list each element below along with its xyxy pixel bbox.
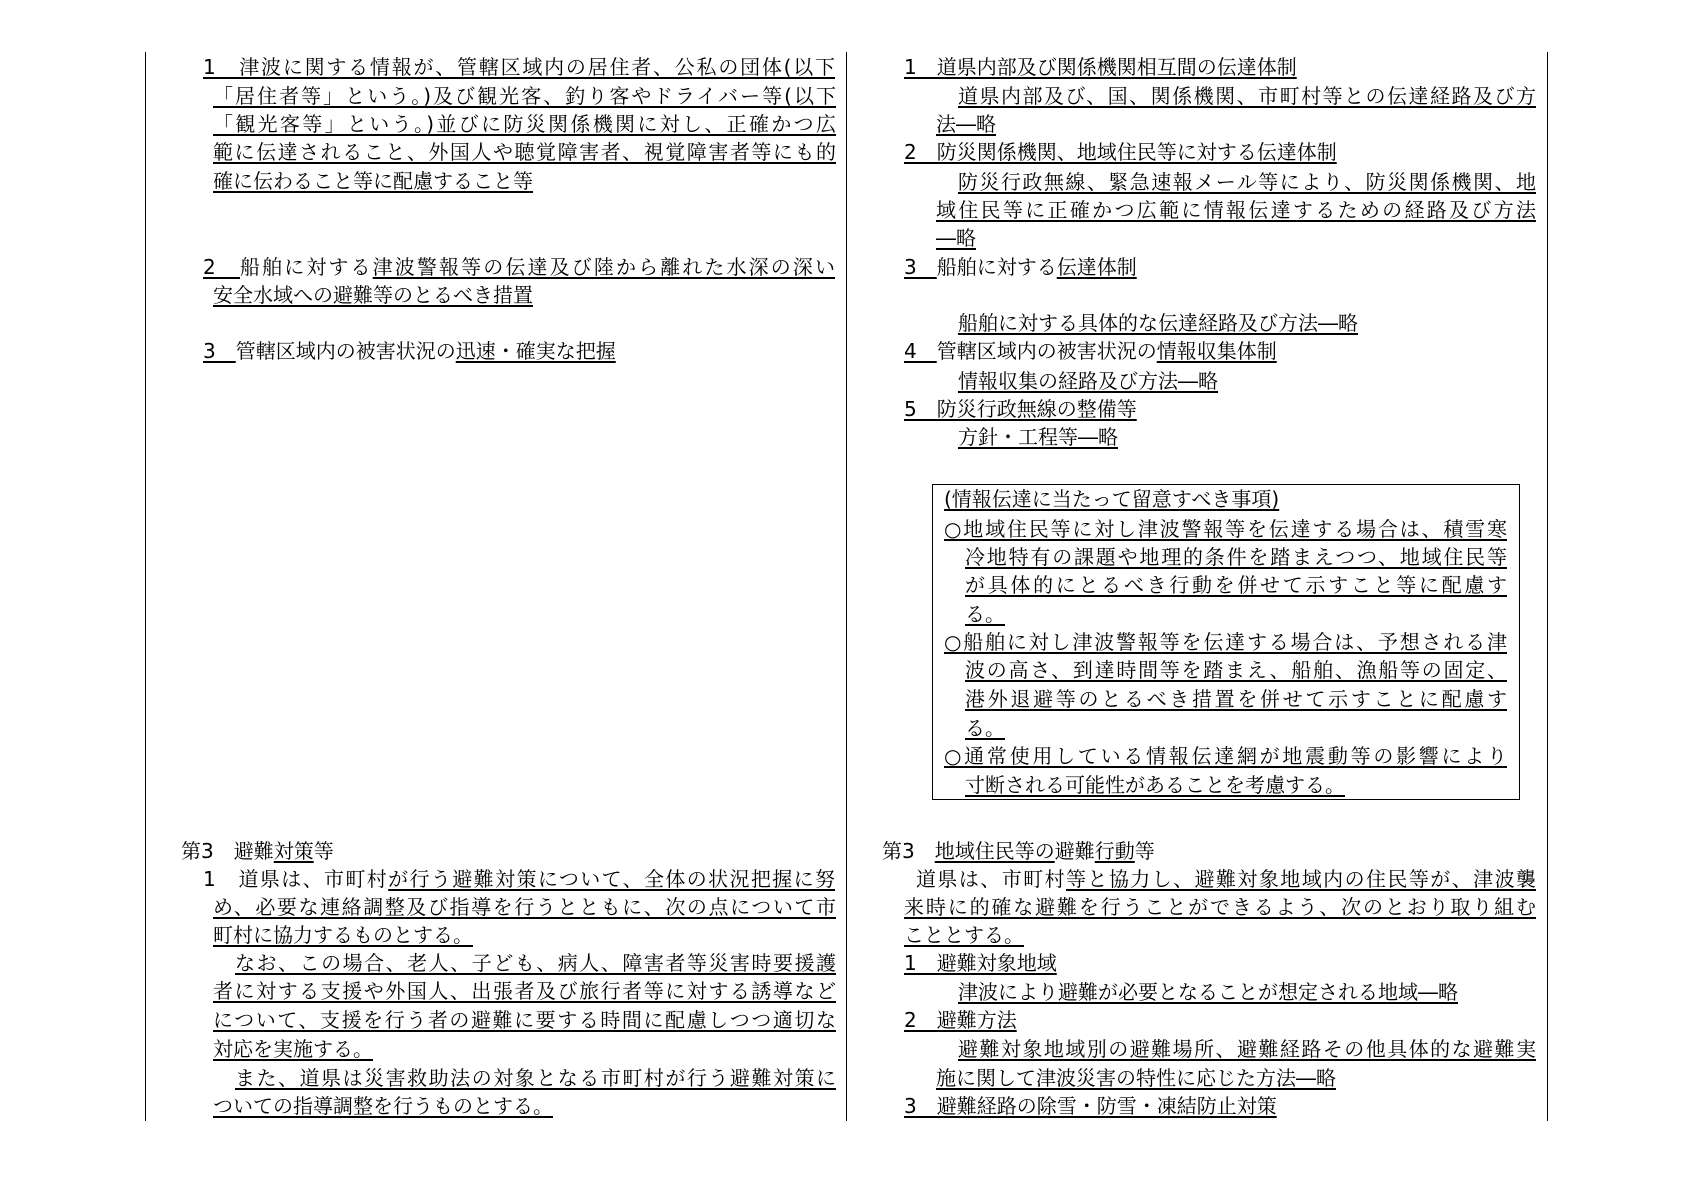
underlined-text: 範に伝達されること、外国人や聴覚障害者、視覚障害者等にも的 xyxy=(213,140,836,164)
notice-box-text-line xyxy=(944,629,1507,655)
underlined-text: 法―略 xyxy=(936,112,996,136)
left-column-border xyxy=(145,52,146,1121)
underlined-text: 域住民等に正確かつ広範に情報伝達するための経路及び方法 xyxy=(936,198,1536,222)
underlined-text: 方針・工程等―略 xyxy=(958,425,1118,449)
underlined-text: 2 xyxy=(203,255,240,279)
underlined-text: また、道県は災害救助法の対象となる市町村が行う避難対策に xyxy=(235,1066,836,1090)
notice-box-text-line xyxy=(965,657,1507,683)
underlined-text: 3 避難経路の除雪・防雪・凍結防止対策 xyxy=(904,1094,1277,1118)
underlined-text: 来時に的確な避難を行うことができるよう、次のとおり取り組む xyxy=(904,895,1536,919)
underlined-text: 迅速・確実な把握 xyxy=(455,339,616,363)
right-text-line xyxy=(958,424,1118,450)
underlined-text: 4 xyxy=(904,339,937,363)
right-text-line xyxy=(904,396,1137,422)
underlined-text: ○船舶に対し津波警報等を伝達する場合は、予想される津 xyxy=(944,630,1507,654)
notice-box-text-line xyxy=(944,486,1279,512)
right-text-line xyxy=(958,169,1536,195)
right-text-line xyxy=(904,139,1337,165)
text-segment: 船舶に対する xyxy=(239,255,373,279)
right-text-line xyxy=(904,254,1137,280)
underlined-text: 1 津波に関する情報が、管轄区域内の居住者、公私の団体(以下 xyxy=(203,55,835,79)
underlined-text: 施に関して津波災害の特性に応じた方法―略 xyxy=(936,1066,1336,1090)
right-column-border xyxy=(1547,52,1548,1121)
left-text-line xyxy=(213,1093,553,1119)
underlined-text: なお、この場合、老人、子ども、病人、障害者等災害時要援護 xyxy=(235,951,836,975)
underlined-text: 1 道県内部及び関係機関相互間の伝達体制 xyxy=(904,55,1297,79)
underlined-text: 道県内部及び、国、関係機関、市町村等との伝達経路及び方 xyxy=(958,84,1536,108)
center-column-divider xyxy=(846,52,847,1121)
notice-box-text-line xyxy=(965,715,1005,741)
underlined-text: ○地域住民等に対し津波警報等を伝達する場合は、積雪寒 xyxy=(944,517,1507,541)
text-segment: 道県は、市町村 xyxy=(916,867,1066,891)
underlined-text: 津波により避難が必要となることが想定される地域―略 xyxy=(958,980,1458,1004)
underlined-text: 1 避難対象地域 xyxy=(904,951,1057,975)
text-segment: 第3 避難 xyxy=(181,839,274,863)
underlined-text: 「観光客等」という。)並びに防災関係機関に対し、正確かつ広 xyxy=(213,112,836,136)
underlined-text: が行う避難対策について、全体の状況把握に努 xyxy=(388,867,836,891)
underlined-text: ―略 xyxy=(936,226,976,250)
underlined-text: 2 防災関係機関、地域住民等に対する伝達体制 xyxy=(904,140,1337,164)
right-text-line xyxy=(904,54,1297,80)
underlined-text: る。 xyxy=(965,602,1005,626)
left-text-line xyxy=(213,1036,373,1062)
right-text-line xyxy=(936,111,996,137)
right-text-line xyxy=(958,979,1458,1005)
notice-box-text-line xyxy=(965,544,1507,570)
notice-box-text-line xyxy=(965,772,1345,798)
right-text-line xyxy=(936,1065,1336,1091)
text-segment: 1 道県は、市町村 xyxy=(203,867,389,891)
notice-box-text-line xyxy=(965,572,1507,598)
underlined-text: 冷地特有の課題や地理的条件を踏まえつつ、地域住民等 xyxy=(965,545,1507,569)
underlined-text: 確に伝わること等に配慮すること等 xyxy=(213,169,533,193)
underlined-text: 情報収集体制 xyxy=(1156,339,1277,363)
underlined-text: ついての指導調整を行うものとする。 xyxy=(213,1094,553,1118)
right-text-line xyxy=(904,950,1057,976)
right-text-line xyxy=(936,225,976,251)
right-text-line xyxy=(904,1093,1277,1119)
underlined-text: 3 xyxy=(203,339,236,363)
underlined-text: 避難対象地域別の避難場所、避難経路その他具体的な避難実 xyxy=(958,1037,1536,1061)
underlined-text: 者に対する支援や外国人、出張者及び旅行者等に対する誘導など xyxy=(213,979,836,1003)
right-text-line xyxy=(916,866,1536,892)
underlined-text: 港外退避等のとるべき措置を併せて示すことに配慮す xyxy=(965,687,1507,711)
underlined-text: が具体的にとるべき行動を併せて示すこと等に配慮す xyxy=(965,573,1507,597)
underlined-text: 波の高さ、到達時間等を踏まえ、船舶、漁船等の固定、 xyxy=(965,658,1507,682)
notice-box-text-line xyxy=(965,601,1005,627)
text-segment: 管轄区域内の被害状況の xyxy=(235,339,456,363)
text-segment: 第3 xyxy=(882,839,935,863)
underlined-text: 寸断される可能性があることを考慮する。 xyxy=(965,773,1345,797)
left-text-line xyxy=(213,978,836,1004)
text-segment: 船舶に対する xyxy=(936,255,1057,279)
underlined-text: (情報伝達に当たって留意すべき事項) xyxy=(944,487,1280,511)
underlined-text: 2 避難方法 xyxy=(904,1008,1017,1032)
underlined-text: 対策 xyxy=(273,839,314,863)
right-text-line xyxy=(958,83,1536,109)
left-text-line xyxy=(235,950,836,976)
right-text-line xyxy=(958,1036,1536,1062)
underlined-text: る。 xyxy=(965,716,1005,740)
notice-box-text-line xyxy=(965,686,1507,712)
text-segment: 避難 xyxy=(1054,839,1095,863)
underlined-text: ○通常使用している情報伝達網が地震動等の影響により xyxy=(944,744,1507,768)
underlined-text: 等と協力し、避難対象地域内の住民等が、津波襲 xyxy=(1066,867,1536,891)
notice-box-text-line xyxy=(944,743,1507,769)
underlined-text: 防災行政無線、緊急速報メール等により、防災関係機関、地 xyxy=(958,170,1536,194)
left-text-line xyxy=(213,922,473,948)
left-text-line xyxy=(203,866,835,892)
underlined-text: 伝達体制 xyxy=(1056,255,1137,279)
text-segment: 等 xyxy=(1134,839,1155,863)
underlined-text: 3 xyxy=(904,255,937,279)
left-text-line xyxy=(213,894,836,920)
underlined-text: 5 防災行政無線の整備等 xyxy=(904,397,1137,421)
right-text-line xyxy=(904,1007,1017,1033)
left-text-line xyxy=(213,1007,836,1033)
underlined-text: 町村に協力するものとする。 xyxy=(213,923,473,947)
underlined-text: について、支援を行う者の避難に要する時間に配慮しつつ適切な xyxy=(213,1008,836,1032)
right-text-line xyxy=(904,922,1024,948)
left-text-line xyxy=(203,338,616,364)
notice-box-text-line xyxy=(944,516,1507,542)
right-text-line xyxy=(904,894,1536,920)
underlined-text: 行動 xyxy=(1094,839,1135,863)
underlined-text: 対応を実施する。 xyxy=(213,1037,373,1061)
left-text-line xyxy=(213,168,533,194)
underlined-text: 情報収集の経路及び方法―略 xyxy=(958,369,1218,393)
left-text-line xyxy=(213,83,836,109)
right-text-line xyxy=(904,338,1277,364)
text-segment: 管轄区域内の被害状況の xyxy=(936,339,1157,363)
left-text-line xyxy=(203,254,835,280)
left-text-line xyxy=(181,838,334,864)
underlined-text: め、必要な連絡調整及び指導を行うとともに、次の点について市 xyxy=(213,895,836,919)
underlined-text: 「居住者等」という。)及び観光客、釣り客やドライバー等(以下 xyxy=(213,84,836,108)
right-text-line xyxy=(958,368,1218,394)
underlined-text: 地域住民等の xyxy=(934,839,1055,863)
underlined-text: 安全水域への避難等のとるべき措置 xyxy=(213,283,533,307)
right-text-line xyxy=(936,197,1536,223)
underlined-text: こととする。 xyxy=(904,923,1024,947)
left-text-line xyxy=(213,282,533,308)
right-text-line xyxy=(958,310,1358,336)
left-text-line xyxy=(213,111,836,137)
left-text-line xyxy=(235,1065,836,1091)
right-text-line xyxy=(882,838,1155,864)
text-segment: 等 xyxy=(313,839,334,863)
left-text-line xyxy=(213,139,836,165)
underlined-text: 津波警報等の伝達及び陸から離れた水深の深い xyxy=(372,255,836,279)
left-text-line xyxy=(203,54,835,80)
underlined-text: 船舶に対する具体的な伝達経路及び方法―略 xyxy=(958,311,1358,335)
